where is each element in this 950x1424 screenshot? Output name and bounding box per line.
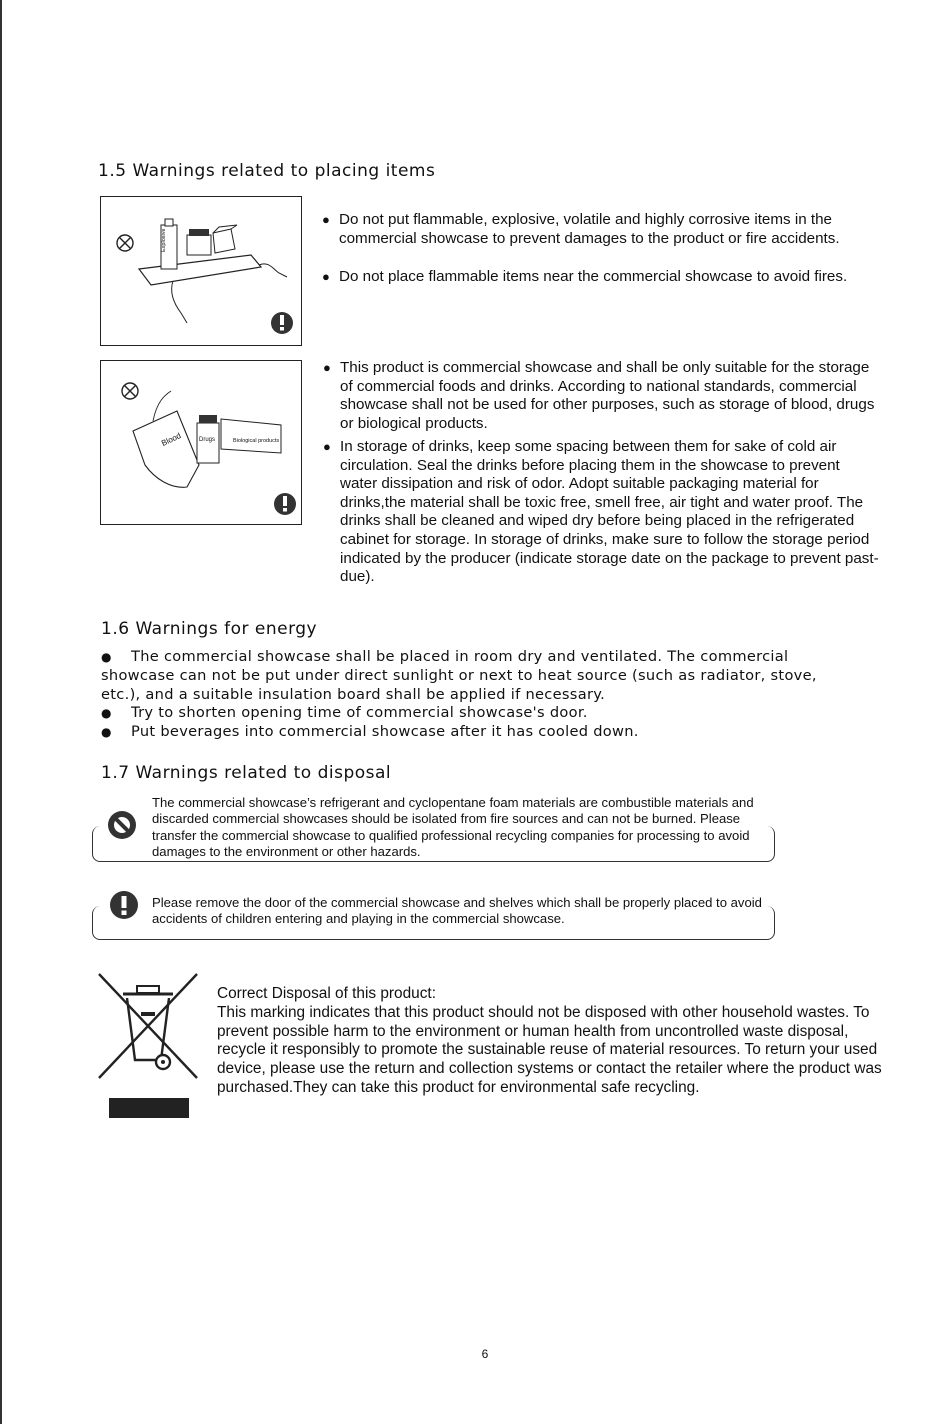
list-item: ● The commercial showcase shall be placed in room dry and ventilated. The commercial showcase can not be put under direct sunlight or next to heat source (such as radiator, stove, etc.), and a suitable insulation board shall be applied if necessary. [101, 648, 817, 703]
note-combustible: The commercial showcase’s refrigerant and cyclopentane foam materials are combustible materials and discarded commercial showcases should be isolated from fire sources and can not be burned. Please transfer the commercial showcase to qualified professional recycling companies for processing to avoid damages to the environment or other hazards. [152, 795, 754, 859]
list-item: ● Do not place flammable items near the commercial showcase to avoid fires. [322, 268, 848, 285]
list-item: ● This product is commercial showcase and shall be only suitable for the storage of commercial foods and drinks. According to national standards, commercial showcase shall not be used for other purposes, such as storage of blood, drugs or biological products. [323, 359, 875, 432]
exclamation-icon [110, 891, 140, 921]
exclamation-icon [274, 493, 296, 515]
section-heading-1-6: 1.6 Warnings for energy [101, 619, 318, 639]
prohibited-icon [122, 383, 138, 399]
disposal-text [217, 985, 897, 1098]
list-item: ● Do not put flammable, explosive, volatile and highly corrosive items in the commercial showcase to prevent damages to the product or fire accidents. [322, 211, 840, 247]
bottle-label: Explosive [161, 228, 167, 252]
bullet-icon: ● [323, 439, 331, 454]
bullet-icon: ● [101, 650, 112, 664]
note-children: Please remove the door of the commercial showcase and shelves which shall be properly placed to avoid accidents of children entering and playing in the commercial showcase. [152, 895, 762, 927]
no-fire-icon [108, 811, 138, 841]
disposal-body: This marking indicates that this product should not be disposed with other household wastes. To prevent possible harm to the environment or human health from uncontrolled waste disposal, recycle it responsibly to promote the sustainable reuse of material resources. To return your used device, please use the return and collection systems or contact the retailer where the product was purchased.They can take this product for environmental safe recycling. [217, 1003, 882, 1096]
section-heading-1-5: 1.5 Warnings related to placing items [98, 161, 436, 181]
prohibited-icon [117, 235, 133, 251]
blood-label: Blood [160, 431, 183, 448]
bullet-icon: ● [101, 706, 112, 721]
section-heading-1-7: 1.7 Warnings related to disposal [101, 763, 392, 783]
bullet-icon: ● [322, 212, 330, 227]
disposal-title: Correct Disposal of this product: [217, 985, 436, 1002]
drugs-label: Drugs [199, 437, 216, 443]
list-item: ● Put beverages into commercial showcase after it has cooled down. [101, 723, 639, 741]
crossed-bin-icon [99, 974, 199, 1119]
energy-list [101, 648, 861, 742]
page-number: 6 [481, 1347, 489, 1361]
bio-label: Biological products [233, 438, 280, 444]
page-left-edge [0, 0, 2, 1424]
list-item: ● Try to shorten opening time of commercial showcase's door. [101, 704, 588, 722]
list-item: ● In storage of drinks, keep some spacing between them for sake of cold air circulation. Seal the drinks before placing them in the showcase to prevent water dissipation and risk of odor. Adopt suitable packaging material for drinks,the material shall be toxic free, smell free, air tight and water proof. The drinks shall be cleaned and wiped dry before being placed in the refrigerated cabinet for storage. In storage of drinks, make sure to follow the storage period indicated by the producer (indicate storage date on the package to prevent past-due). [323, 438, 879, 586]
exclamation-icon [271, 312, 293, 334]
illustration-flammable-items [100, 196, 302, 346]
bullet-icon: ● [323, 360, 331, 375]
bullet-icon: ● [322, 269, 330, 284]
bullet-icon: ● [101, 725, 112, 740]
illustration-blood-drugs [100, 360, 302, 525]
